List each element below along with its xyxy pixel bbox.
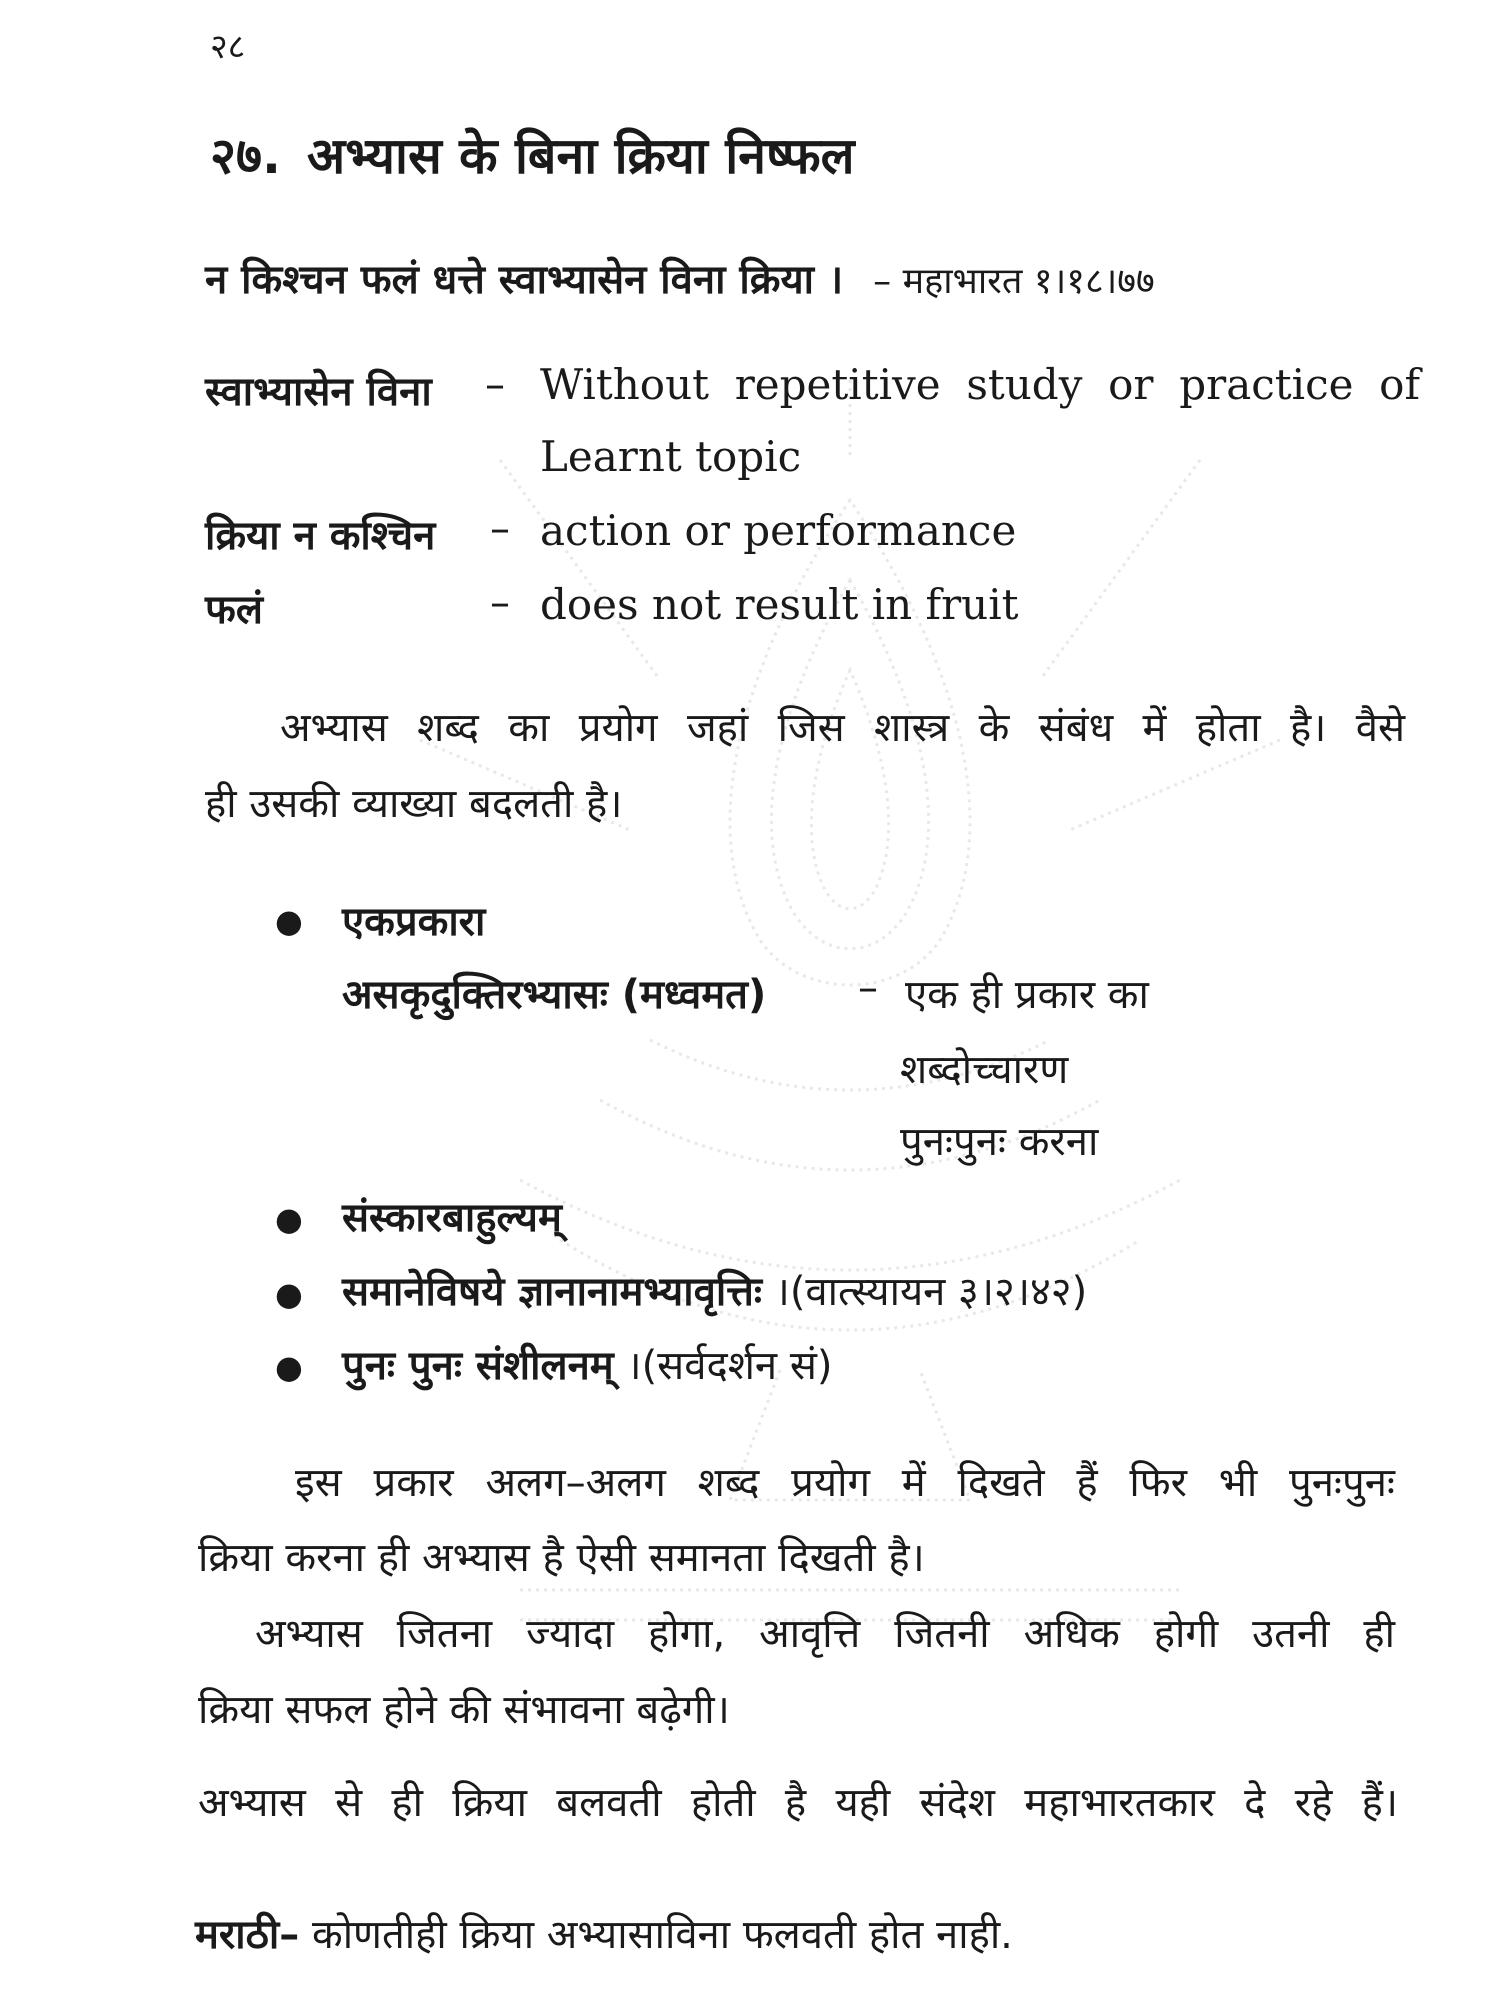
paragraph-line: क्रिया करना ही अभ्यास है ऐसी समानता दिखती है। (198, 1535, 925, 1581)
bullet-item (342, 1336, 832, 1391)
bullet-dot-icon: ● (275, 902, 303, 940)
bullet-item (342, 1262, 1087, 1317)
paragraph-line: ही उसकी व्याख्या बदलती है। (205, 781, 623, 827)
section-heading (210, 120, 855, 188)
bullet-note: ।(सर्वदर्शन सं) (626, 1343, 833, 1389)
marathi-line (195, 1905, 1013, 1960)
marathi-text: कोणतीही क्रिया अभ्यासाविना फलवती होत नाही. (311, 1912, 1013, 1958)
paragraph-line: अभ्यास से ही क्रिया बलवती होती है यही संदेश महाभारतकार दे रहे हैं। (198, 1780, 1398, 1826)
verse-line (205, 250, 1155, 305)
verse-source: – महाभारत १।१८।७७ (873, 261, 1155, 302)
paragraph-line: अभ्यास शब्द का प्रयोग जहां जिस शास्त्र के संबंध में होता है। वैसे (280, 705, 1405, 751)
paragraph-line: अभ्यास जितना ज्यादा होगा, आवृत्ति जितनी अधिक होगी उतनी ही (255, 1611, 1395, 1657)
verse-text: न किश्चन फलं धत्ते स्वाभ्यासेन विना क्रिया । (205, 257, 844, 303)
paragraph-line: क्रिया सफल होने की संभावना बढ़ेगी। (198, 1687, 730, 1733)
bullet-label: पुनः पुनः संशीलनम् (342, 1343, 614, 1389)
page-number: २८ (210, 27, 246, 67)
gloss-dash: – (490, 506, 510, 552)
bullet-dot-icon: ● (275, 1348, 303, 1386)
gloss-term: स्वाभ्यासेन विना (205, 369, 432, 415)
marathi-label: मराठी– (195, 1912, 300, 1958)
bullet-label: संस्कारबाहुल्यम् (342, 1195, 562, 1241)
section-title: अभ्यास के बिना क्रिया निष्फल (307, 127, 855, 185)
bullet-label: समानेविषये ज्ञानानामभ्यावृत्तिः (342, 1269, 762, 1315)
bullet-dash: – (858, 965, 878, 1011)
bullet-note: ।(वात्स्यायन ३।२।४२) (774, 1269, 1088, 1315)
gloss-term: क्रिया न कश्चिन (205, 513, 436, 559)
bullet-sub: असकृदुक्तिरभ्यासः (मध्वमत) (342, 972, 767, 1018)
bullet-meaning: शब्दोच्चारण (900, 1047, 1069, 1093)
bullet-meaning: पुनःपुनः करना (900, 1119, 1099, 1165)
bullet-meaning: एक ही प्रकार का (905, 972, 1149, 1018)
section-number: २७. (210, 127, 281, 185)
gloss-definition-cont: Learnt topic (540, 432, 802, 481)
bullet-dot-icon: ● (275, 1200, 303, 1238)
bullet-dot-icon: ● (275, 1275, 303, 1313)
bullet-label: एकप्रकारा (342, 899, 486, 945)
gloss-definition: does not result in fruit (540, 580, 1019, 629)
gloss-term: फलं (205, 587, 263, 633)
gloss-definition: action or performance (540, 506, 1017, 555)
gloss-dash: – (490, 580, 510, 626)
gloss-definition: Without repetitive study or practice of (540, 360, 1420, 409)
paragraph-line: इस प्रकार अलग–अलग शब्द प्रयोग में दिखते हैं फिर भी पुनःपुनः (295, 1460, 1395, 1506)
gloss-dash: – (485, 362, 505, 408)
